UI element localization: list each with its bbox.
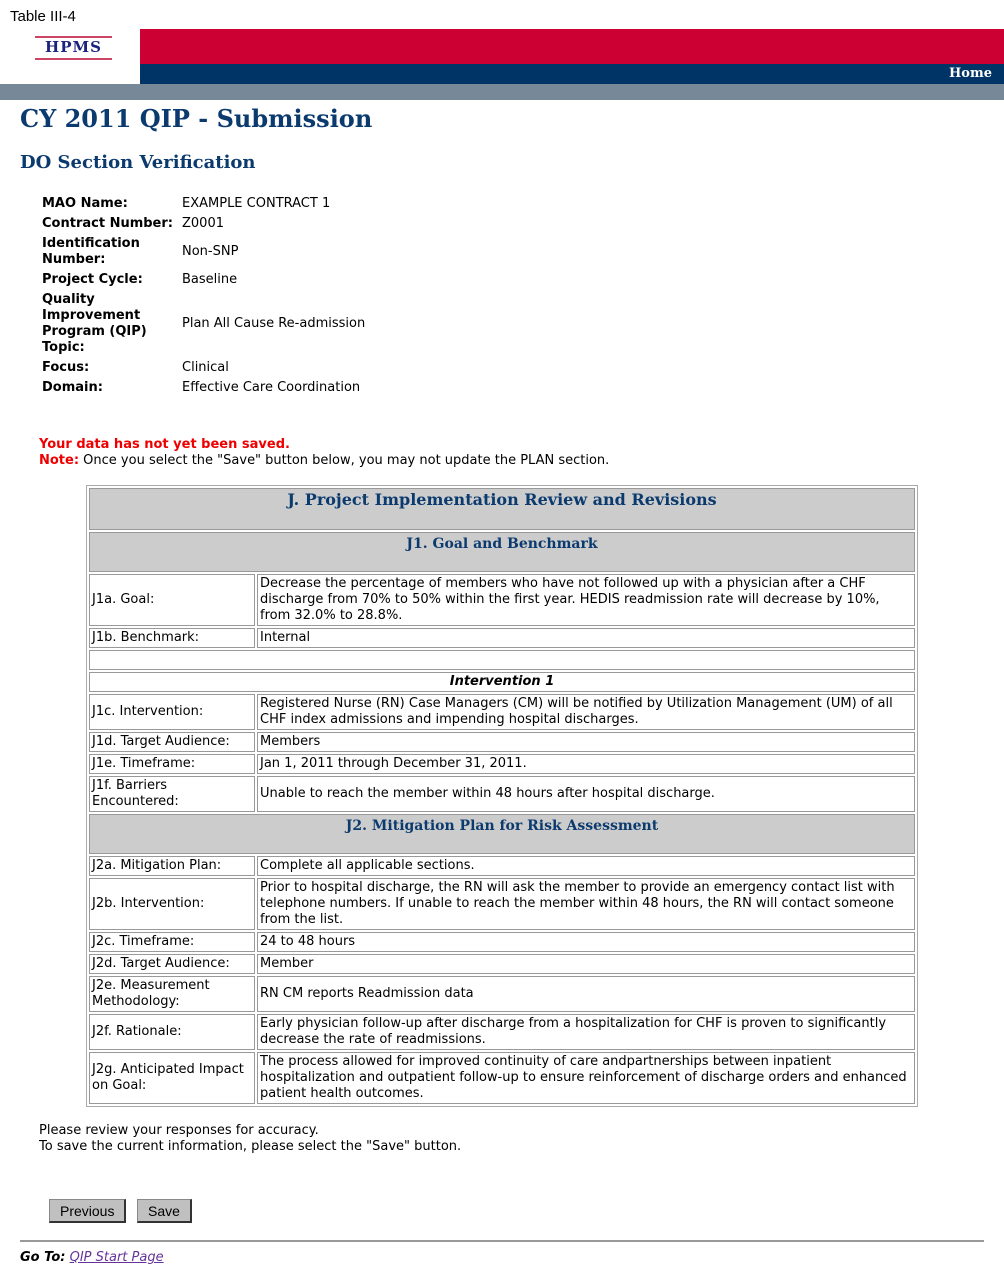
row-label: J2a. Mitigation Plan: (89, 856, 255, 876)
intervention-title: Intervention 1 (89, 672, 915, 692)
subsection-header (89, 532, 915, 572)
review-line-1: Please review your responses for accuracy. (39, 1123, 319, 1138)
header-blue-band (140, 64, 1004, 84)
info-label: Focus: (42, 360, 90, 375)
save-button[interactable]: Save (137, 1199, 192, 1223)
row-label: J2f. Rationale: (89, 1014, 255, 1050)
subsection-title: J1. Goal and Benchmark (89, 532, 915, 572)
table-row (89, 878, 915, 930)
intervention-header (89, 672, 915, 692)
review-line-2: To save the current information, please select the "Save" button. (39, 1139, 462, 1154)
row-value: Internal (257, 628, 915, 648)
info-value: Clinical (182, 360, 229, 375)
note-label: Note: (39, 453, 80, 468)
info-row (40, 358, 367, 378)
page-title: CY 2011 QIP - Submission (20, 104, 373, 133)
table-caption: Table III-4 (10, 8, 76, 25)
table-row (89, 574, 915, 626)
table-row (89, 732, 915, 752)
unsaved-message: Your data has not yet been saved. (39, 437, 290, 452)
row-value: Complete all applicable sections. (257, 856, 915, 876)
row-value: Jan 1, 2011 through December 31, 2011. (257, 754, 915, 774)
row-label: J1b. Benchmark: (89, 628, 255, 648)
info-label: Project Cycle: (42, 272, 143, 287)
contract-info (40, 194, 367, 398)
table-row (89, 856, 915, 876)
table-row (89, 1052, 915, 1104)
save-warning (39, 437, 609, 469)
info-row (40, 214, 367, 234)
info-label: Quality Improvement Program (QIP) Topic: (42, 292, 147, 355)
row-label: J2d. Target Audience: (89, 954, 255, 974)
row-label: J1d. Target Audience: (89, 732, 255, 752)
table-row (89, 694, 915, 730)
info-value: Effective Care Coordination (182, 380, 361, 395)
info-label: Contract Number: (42, 216, 173, 231)
table-row (89, 628, 915, 648)
hpms-logo: HPMS (35, 36, 112, 60)
header-red-band (140, 29, 1004, 64)
header-gray-band (0, 84, 1004, 100)
info-label: Identification Number: (42, 236, 140, 267)
blank-cell (89, 650, 915, 670)
table-row (89, 1014, 915, 1050)
info-row (40, 290, 367, 358)
subsection-header (89, 814, 915, 854)
goto-nav (20, 1250, 164, 1265)
spacer-row (89, 650, 915, 670)
table-title: J. Project Implementation Review and Revisions (89, 488, 915, 530)
info-value: EXAMPLE CONTRACT 1 (182, 196, 331, 211)
info-row (40, 378, 367, 398)
divider (20, 1240, 984, 1242)
subsection-title: J2. Mitigation Plan for Risk Assessment (89, 814, 915, 854)
row-label: J2b. Intervention: (89, 878, 255, 930)
row-value: 24 to 48 hours (257, 932, 915, 952)
note-text: Once you select the "Save" button below, you may not update the PLAN section. (79, 453, 610, 468)
previous-button[interactable]: Previous (49, 1199, 126, 1223)
table-row (89, 976, 915, 1012)
row-label: J1c. Intervention: (89, 694, 255, 730)
info-row (40, 194, 367, 214)
row-value: Registered Nurse (RN) Case Managers (CM) will be notified by Utilization Management (UM) of all CHF index admissions and impending hospital discharges. (257, 694, 915, 730)
info-label: MAO Name: (42, 196, 128, 211)
section-title: DO Section Verification (20, 152, 256, 173)
row-value: Decrease the percentage of members who have not followed up with a physician after a CHF discharge from 70% to 50% within the first year. HEDIS readmission rate will decrease by 10%, from 32.0% to 28.8%. (257, 574, 915, 626)
row-label: J2c. Timeframe: (89, 932, 255, 952)
row-value: Member (257, 954, 915, 974)
row-value: Early physician follow-up after discharge from a hospitalization for CHF is proven to significantly decrease the rate of readmissions. (257, 1014, 915, 1050)
table-row (89, 954, 915, 974)
row-label: J2g. Anticipated Impact on Goal: (89, 1052, 255, 1104)
info-row (40, 234, 367, 270)
home-link[interactable]: Home (949, 66, 992, 81)
info-row (40, 270, 367, 290)
row-value: Unable to reach the member within 48 hours after hospital discharge. (257, 776, 915, 812)
table-row (89, 754, 915, 774)
info-value: Plan All Cause Re-admission (182, 316, 366, 331)
row-value: Prior to hospital discharge, the RN will ask the member to provide an emergency contact list with telephone numbers. If unable to reach the member within 48 hours, the RN will contact someone from the list. (257, 878, 915, 930)
qip-start-page-link[interactable]: QIP Start Page (69, 1250, 164, 1265)
goto-label: Go To: (20, 1250, 66, 1265)
table-row (89, 932, 915, 952)
row-label: J1a. Goal: (89, 574, 255, 626)
info-label: Domain: (42, 380, 103, 395)
row-label: J1f. Barriers Encountered: (89, 776, 255, 812)
info-value: Baseline (182, 272, 238, 287)
info-value: Z0001 (182, 216, 224, 231)
table-row (89, 776, 915, 812)
implementation-table (86, 485, 918, 1107)
info-value: Non-SNP (182, 244, 239, 259)
review-instructions (39, 1123, 461, 1155)
row-value: Members (257, 732, 915, 752)
row-value: The process allowed for improved continuity of care andpartnerships between inpatient hospitalization and outpatient follow-up to ensure reinforcement of discharge orders and enhanced patient health outcomes. (257, 1052, 915, 1104)
note (39, 453, 609, 469)
row-value: RN CM reports Readmission data (257, 976, 915, 1012)
row-label: J2e. Measurement Methodology: (89, 976, 255, 1012)
row-label: J1e. Timeframe: (89, 754, 255, 774)
